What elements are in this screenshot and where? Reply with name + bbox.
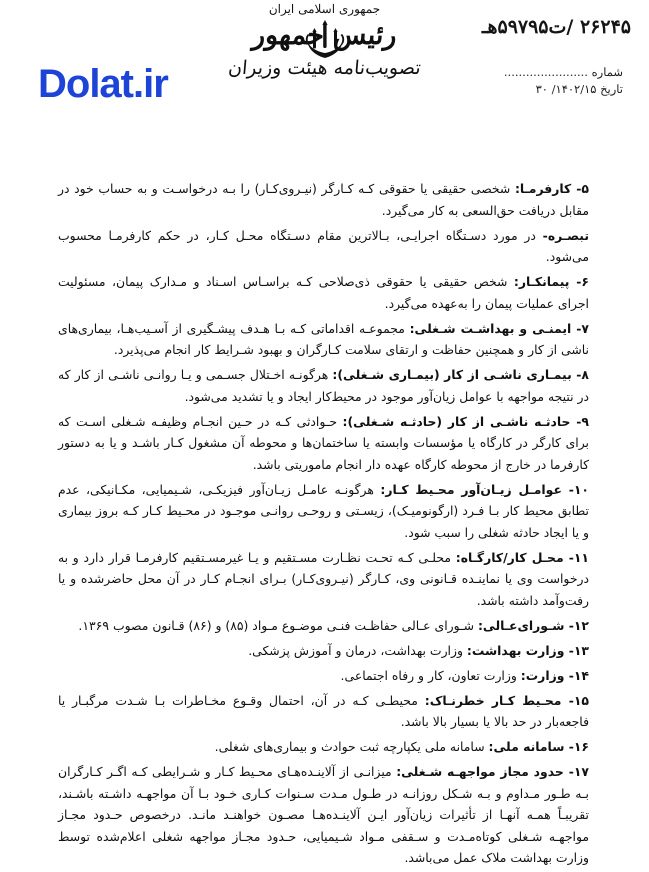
clause-7-term: ۷- ایمنـی و بهداشـت شـغلی: xyxy=(409,320,589,336)
clause-14-text: وزارت تعاون، کار و رفاه اجتماعی. xyxy=(340,667,521,683)
clause-16 xyxy=(58,736,589,758)
clause-12-term: ۱۲- شـورای‌عـالی: xyxy=(477,617,589,633)
note-clause-5-term: تبصـره- xyxy=(542,227,589,243)
stamp-line-date: تاریخ ۱۴۰۲/۱۵/ ۳۰ xyxy=(535,82,623,96)
clause-15-text: محیطـی کـه در آن، احتمال وقـوع مخـاطرات بـا شـدت مرگبـار یا فاجعه‌بار در حد بالا یا بسیار بالا باشد. xyxy=(58,692,589,729)
clause-8-term: ۸- بیمـاری ناشـی از کار (بیمـاری شـغلی): xyxy=(332,367,589,382)
clause-11 xyxy=(58,547,589,612)
clause-16-term: ۱۶- سامانه ملی: xyxy=(488,739,589,754)
clause-17 xyxy=(58,761,589,869)
stamp-line-number: شماره ....................... xyxy=(503,65,623,79)
document-body xyxy=(58,178,589,872)
clause-17-text: میزانـی از آلاینـده‌هـای محـیط کـار و شـرایطی کـه اگـر کـارگران بـه طـور مـداوم و بـه شـکل روزانـه در طـول مـدت سـنوات کـاری خـود بـا آن مواجهـه داشـته باشـند، تقریبـاً همـه آنهـا از تأثیرات زیان‌آور ایـن آلاینـده‌هـا مصـون خواهنـد مانـد. درخصوص حـدود مجـاز مواجهـه شـغلی کوتاه‌مـدت و سـقفی مـواد شـیمیایی، حـدود مجـاز مواجهه شغلی اعلام‌شده توسط وزارت بهداشت ملاک عمل می‌باشد. xyxy=(58,764,589,865)
dolat-watermark: Dolat.ir xyxy=(38,62,168,106)
registration-number-text: ۲۶۲۴۵ /ت۵۹۷۹۵هـ xyxy=(481,16,631,38)
approval-title: تصویب‌نامه هیئت وزیران xyxy=(227,57,422,79)
clause-10-text: هرگونـه عامـل زیـان‌آور فیزیکـی، شـیمیایی، مکـانیکی، عدم تطابق محیط کار بـا فـرد (ارگونومیـک)، زیسـتی و روحـی روانـی موجـود در محـیط کـار کـه بروز بیماری و یا ایجاد حادثه شغلی را سبب شود. xyxy=(58,481,589,540)
clause-14-term: ۱۴- وزارت: xyxy=(520,667,589,683)
clause-8 xyxy=(58,364,589,407)
clause-15 xyxy=(58,690,589,733)
document-header xyxy=(0,2,649,177)
clause-13-text: وزارت بهداشت، درمان و آموزش پزشکی. xyxy=(248,642,467,658)
clause-12 xyxy=(58,615,589,637)
clause-7 xyxy=(58,318,589,361)
note-clause-5-text: در مورد دسـتگاه اجرایـی، بـالاترین مقام دسـتگاه محـل کـار، در حکم کارفرمـا محسوب می‌شود. xyxy=(58,227,589,264)
clause-5 xyxy=(58,178,589,221)
clause-13-term: ۱۳- وزارت بهداشت: xyxy=(466,642,589,658)
clause-6 xyxy=(58,271,589,314)
clause-11-term: ۱۱- محـل کار/کارگـاه: xyxy=(455,549,589,565)
clause-9 xyxy=(58,411,589,476)
clause-16-text: سامانه ملی یکپارچه ثبت حوادث و بیماری‌های شغلی. xyxy=(214,739,489,754)
clause-10 xyxy=(58,479,589,544)
clause-11-text: محلـی کـه تحـت نظـارت مسـتقیم و یـا غیرمسـتقیم کارفرمـا قرار دارد و به درخواست وی یا نماینـده قـانونی وی، کـارگر (نیـروی‌کـار) بـرای انجـام کـار در آن محل حاضرشده و یا رفت‌وآمد داشته باشد. xyxy=(58,549,589,608)
clause-15-term: ۱۵- محـیط کـار خطرنـاک: xyxy=(424,692,589,708)
clause-6-term: ۶- پیمانکـار: xyxy=(513,274,589,289)
clause-17-term: ۱۷- حدود مجاز مواجهـه شـغلی: xyxy=(396,764,589,779)
clause-10-term: ۱۰- عوامـل زیـان‌آور محـیط کـار: xyxy=(380,481,589,497)
note-clause-5 xyxy=(58,225,589,268)
clause-13 xyxy=(58,640,589,662)
republic-line: جمهوری اسلامی ایران xyxy=(268,2,381,16)
president-title: رئیس جمهور xyxy=(251,20,398,51)
clause-6-text: شخص حقیقی یا حقوقی ذی‌صلاحی کـه براسـاس اسـناد و مـدارک پیمان، مسئولیت اجرای عملیات پیمان را به‌عهده می‌گیرد. xyxy=(58,274,589,311)
clause-14 xyxy=(58,665,589,687)
clause-5-term: ۵- کارفرمـا: xyxy=(514,181,589,196)
clause-9-term: ۹- حادثـه ناشـی از کار (حادثـه شـغلی): xyxy=(342,413,589,429)
clause-12-text: شـورای عـالی حفاظـت فنـی موضـوع مـواد (۸۵) و (۸۶) قـانون مصوب ۱۳۶۹. xyxy=(78,617,478,633)
clause-5-text: شخصی حقیقی یا حقوقی کـه کـارگر (نیـروی‌کـار) را بـه درخواسـت و به حساب خود در مقابل دریافت حق‌السعی به کار می‌گیرد. xyxy=(58,181,589,218)
clause-7-text: مجموعـه اقداماتی کـه بـا هـدف پیشـگیری از آسـیب‌هـا، بیماری‌های ناشی از کار و همچنین حفاظت و ارتقای سلامت کـارگران و بهبود شـرایط کار انجام می‌پذیرد. xyxy=(58,320,589,357)
clause-8-text: هرگونـه اخـتلال جسـمی و یـا روانـی ناشـی از کار که در نتیجه مواجهه با عوامل زیان‌آور موجود در محیط‌کار ایجاد و یا تشدید می‌شود. xyxy=(58,367,589,404)
clause-9-text: حـوادثی کـه در حـین انجـام وظیفـه شـغلی اسـت که برای کارگر در کارگاه یا مؤسسات وابسته یا ساختمان‌ها و محوطه آن مشغول کـار باشـد و یا به دستور کارفرما در خارج از محوطه کارگاه عهده دار انجام ماموریتی باشد. xyxy=(58,413,589,472)
